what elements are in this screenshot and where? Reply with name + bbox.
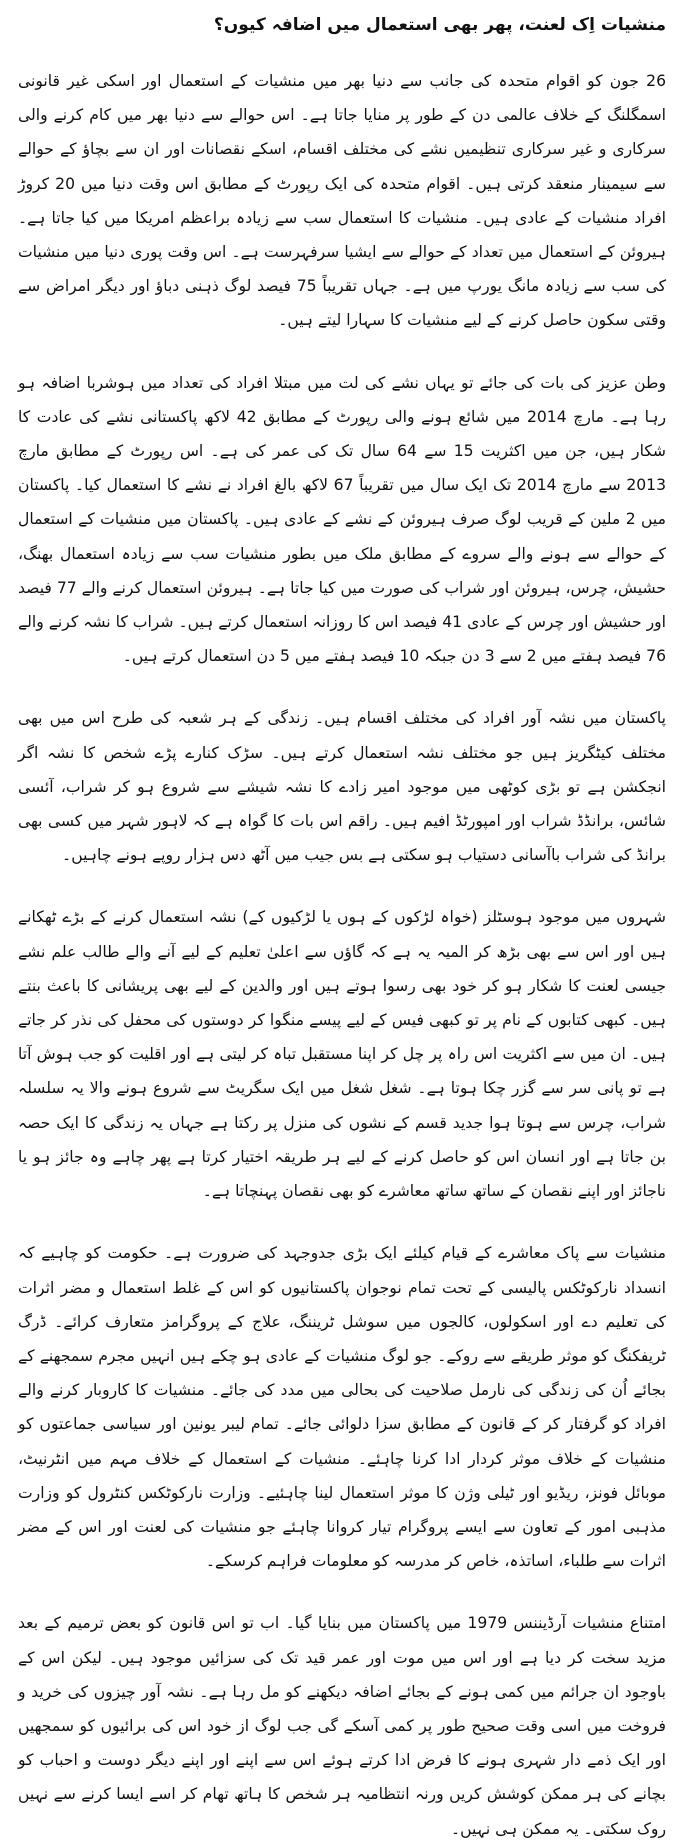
article-paragraph-1: 26 جون کو اقوام متحدہ کی جانب سے دنیا بھر میں منشیات کے استعمال اور اسکی غیر قانونی اسمگلنگ کے خلاف عالمی دن کے طور پر منایا جاتا ہے۔ اس حوالے سے دنیا بھر میں کام کرنے والی سرکاری و غیر سرکاری تنظیمیں نشے کی مختلف اقسام، اسکے نقصانات اور ان سے بچاؤ کے حوالے سے سیمینار منعقد کرتی ہیں۔ اقوام متحدہ کی ایک رپورٹ کے مطابق اس وقت دنیا میں 20 کروڑ افراد منشیات کے عادی ہیں۔ منشیات کا استعمال سب سے زیادہ براعظم امریکا میں کیا جاتا ہے۔ ہیروئن کے استعمال میں تعداد کے حوالے سے ایشیا سرفہرست ہے۔ اس وقت پوری دنیا میں منشیات کی سب سے زیادہ مانگ یورپ میں ہے۔ جہاں تقریباً 75 فیصد لوگ ذہنی دباؤ اور دیگر امراض سے وقتی سکون حاصل کرنے کے لیے منشیات کا سہارا لیتے ہیں۔ [18, 72, 667, 330]
article-paragraph-6: امتناع منشیات آرڈیننس 1979 میں پاکستان میں بنایا گیا۔ اب تو اس قانون کو بعض ترمیم کے بعد مزید سخت کر دیا ہے اور اس میں موت اور عمر قید تک کی سزائیں موجود ہیں۔ لیکن اس کے باوجود ان جرائم میں کمی ہونے کے بجائے اضافہ دیکھنے کو مل رہا ہے۔ نشہ آور چیزوں کی خرید و فروخت میں اسی وقت صحیح طور پر کمی آسکے گی جب لوگ از خود اس کی برائیوں کو سمجھیں اور ایک ذمے دار شہری ہونے کا فرض ادا کرتے ہوئے اس سے اپنے اور اپنے دیگر دوست و احباب کو بچانے کی ہر ممکن کوشش کریں ورنہ انتظامیہ ہر شخص کا ہاتھ تھام کر اسے ایسا کرنے سے نہیں روک سکتی۔ یہ ممکن ہی نہیں۔ [18, 1614, 666, 1838]
article-title: منشیات اِک لعنت، پھر بھی استعمال میں اضافہ کیوں؟ [213, 15, 666, 35]
article-paragraph-5: منشیات سے پاک معاشرے کے قیام کیلئے ایک بڑی جدوجہد کی ضرورت ہے۔ حکومت کو چاہیے کہ انسداد نارکوٹکس پالیسی کے تحت تمام نوجوان پاکستانیوں کو اس کے غلط استعمال و مضر اثرات کی تعلیم دے اور اسکولوں، کالجوں میں سوشل ٹریننگ، علاج کے پروگرامز متعارف کرائے۔ ڈرگ ٹریفکنگ کو موثر طریقے سے روکے۔ جو لوگ منشیات کے عادی ہو چکے ہیں انہیں مجرم سمجھنے کے بجائے اُن کی زندگی کی نارمل صلاحیت کی بحالی میں مدد کی جائے۔ منشیات کا کاروبار کرنے والے افراد کو گرفتار کر کے قانون کے مطابق سزا دلوائی جائے۔ تمام لیبر یونین اور سیاسی جماعتوں کو منشیات کے خلاف موثر کردار ادا کرنا چاہئے۔ منشیات کے استعمال کے خلاف مہم میں انٹرنیٹ، موبائل فونز، ریڈیو اور ٹیلی وژن کا موثر استعمال لینا چاہئیے۔ وزارت نارکوٹکس کنٹرول کو وزارت مذہبی امور کے تعاون سے ایسے پروگرام تیار کروانا چاہئے جو منشیات کی لعنت اور اس کے مضر اثرات سے طلباء، اساتذہ، خاص کر مدرسہ کو معلومات فراہم کرسکے۔ [18, 1244, 666, 1571]
article-paragraph-2: وطن عزیز کی بات کی جائے تو یہاں نشے کی لت میں مبتلا افراد کی تعداد میں ہوشربا اضافہ ہو رہا ہے۔ مارچ 2014 میں شائع ہونے والی رپورٹ کے مطابق 42 لاکھ پاکستانی نشے کی عادت کا شکار ہیں، جن میں اکثریت 15 سے 64 سال تک کی عمر کی ہے۔ اس رپورٹ کے مطابق مارچ 2013 سے مارچ 2014 تک ایک سال میں تقریباً 67 لاکھ بالغ افراد نے نشے کا استعمال کیا۔ پاکستان میں 2 ملین کے قریب لوگ صرف ہیروئن کے نشے کے عادی ہیں۔ پاکستان میں منشیات کے استعمال کے حوالے سے ہونے والے سروے کے مطابق ملک میں بطور منشیات سب سے زیادہ استعمال بھنگ، حشیش، چرس، ہیروئن اور شراب کی صورت میں کیا جاتا ہے۔ ہیروئن استعمال کرنے والے 77 فیصد اور حشیش اور چرس کے عادی 41 فیصد اس کا روزانہ استعمال کرتے ہیں۔ شراب کا نشہ کرنے والے 76 فیصد ہفتے میں 2 سے 3 دن جبکہ 10 فیصد ہفتے میں 5 دن استعمال کرتے ہیں۔ [18, 373, 666, 666]
article-paragraph-4: شہروں میں موجود ہوسٹلز (خواہ لڑکوں کے ہوں یا لڑکیوں کے) نشہ استعمال کرنے کے بڑے ٹھکانے ہیں اور اس سے بھی بڑھ کر المیہ یہ ہے کہ گاؤں سے اعلیٰ تعلیم کے لیے آنے والے طالب علم نشے جیسی لعنت کا شکار ہو کر خود بھی رسوا ہوتے ہیں اور والدین کے لیے بھی پریشانی کا باعث بنتے ہیں۔ کبھی کتابوں کے نام پر تو کبھی فیس کے لیے پیسے منگوا کر دوستوں کی محفل کی نذر کر جاتے ہیں۔ ان میں سے اکثریت اس راہ پر چل کر اپنا مستقبل تباہ کر لیتی ہے اور اقلیت کو جب ہوش آتا ہے تو پانی سر سے گزر چکا ہوتا ہے۔ شغل شغل میں ایک سگریٹ سے شروع ہونے والا یہ سلسلہ شراب، چرس سے ہوتا ہوا جدید قسم کے نشوں کی منزل پر رکتا ہے جہاں یہ زندگی کا ایک حصہ بن جاتا ہے اور انسان اس کو حاصل کرنے کے لیے ہر طریقہ اختیار کرتا ہے پھر چاہے وہ جائز ہو یا ناجائز اور اپنے نقصان کے ساتھ ساتھ معاشرے کو بھی نقصان پہنچاتا ہے۔ [18, 908, 666, 1201]
article-paragraph-3: پاکستان میں نشہ آور افراد کی مختلف اقسام ہیں۔ زندگی کے ہر شعبہ کی طرح اس میں بھی مختلف کیٹگریز ہیں جو مختلف نشہ استعمال کرتے ہیں۔ سڑک کنارے پڑے شخص کا نشہ اگر انجکشن ہے تو بڑی کوٹھی میں موجود امیر زادے کا نشہ شیشے سے شروع ہو کر شراب، آئسی شائس، برانڈڈ شراب اور امپورٹڈ افیم ہیں۔ راقم اس بات کا گواہ ہے کہ لاہور شہر میں کسی بھی برانڈ کی شراب باآسانی دستیاب ہو سکتی ہے بس جیب میں آٹھ دس ہزار روپے ہونے چاہیں۔ [18, 709, 666, 865]
